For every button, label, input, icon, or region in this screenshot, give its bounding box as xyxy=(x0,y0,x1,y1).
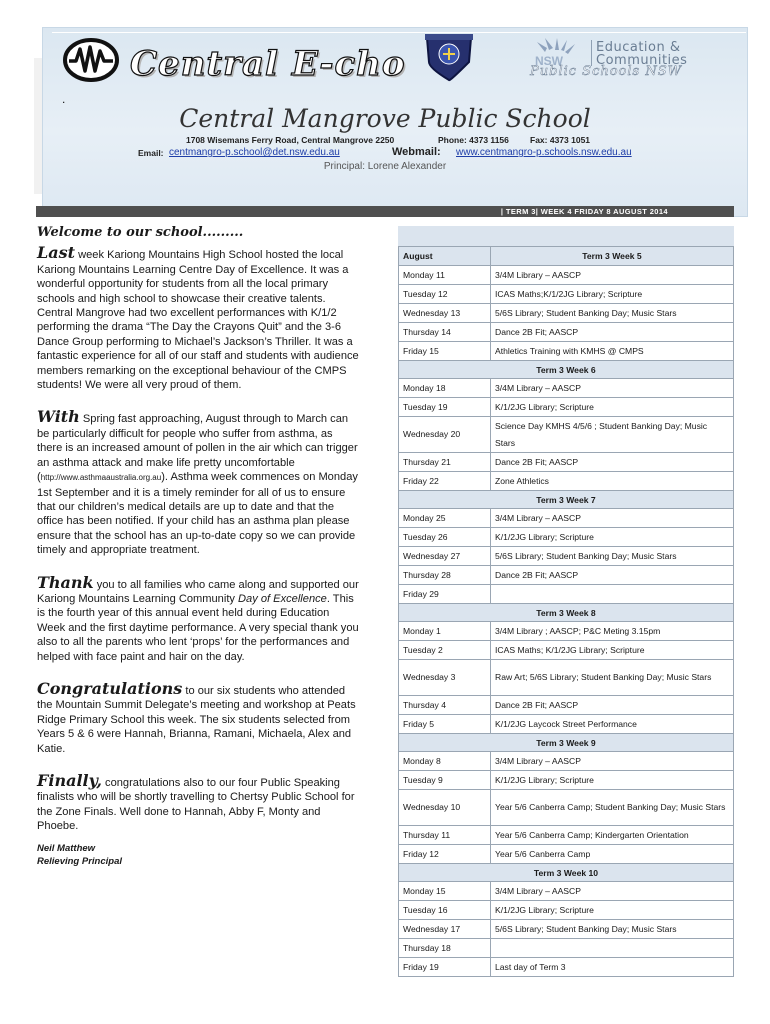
calendar-row xyxy=(399,660,734,696)
calendar-row xyxy=(399,417,734,453)
calendar-event: ICAS Maths; K/1/2JG Library; Scripture xyxy=(491,641,734,660)
calendar-event: Year 5/6 Canberra Camp; Kindergarten Orientation xyxy=(491,826,734,845)
calendar-top-band xyxy=(398,226,734,246)
calendar-week-title: Term 3 Week 9 xyxy=(399,734,734,752)
calendar-event: 5/6S Library; Student Banking Day; Music Stars xyxy=(491,304,734,323)
calendar-row xyxy=(399,453,734,472)
calendar-row xyxy=(399,958,734,977)
calendar-month: August xyxy=(399,247,491,266)
article-asthma xyxy=(37,407,359,557)
email-label: Email: xyxy=(138,148,164,158)
calendar-event xyxy=(491,585,734,604)
calendar-day: Friday 12 xyxy=(399,845,491,864)
calendar-row xyxy=(399,285,734,304)
calendar-row xyxy=(399,771,734,790)
education-line-1: Education & xyxy=(596,40,681,55)
calendar-day: Monday 18 xyxy=(399,379,491,398)
calendar-event: K/1/2JG Library; Scripture xyxy=(491,528,734,547)
calendar-row xyxy=(399,566,734,585)
calendar-day: Tuesday 16 xyxy=(399,901,491,920)
calendar-day: Thursday 28 xyxy=(399,566,491,585)
article-text: to our six students who attended the Mountain Summit Delegate’s meeting and workshop at Peats Ridge Primary School this week. The six students selected from Years 5 & 6 were Hannah, Brianna, Ramani, Michaela, Alex and Katie. xyxy=(37,684,356,755)
calendar-week-title: Term 3 Week 8 xyxy=(399,604,734,622)
newsletter-articles xyxy=(37,226,359,868)
calendar-week-title: Term 3 Week 6 xyxy=(399,361,734,379)
lead-word: Finally, xyxy=(37,771,102,790)
calendar-week-title: Term 3 Week 10 xyxy=(399,864,734,882)
calendar-event: K/1/2JG Library; Scripture xyxy=(491,901,734,920)
calendar-day: Friday 5 xyxy=(399,715,491,734)
article-text: week Kariong Mountains High School hosted the local Kariong Mountains Learning Centre Day of Excellence. It was a wonderful opportunity for students from all the local primary schools and high school to showcase their creative talents. Central Mangrove had two excellent performances with K/1/2 performing the drama “The Day the Crayons Quit” and the 3-6 Dance Group performing to Michael’s Jackson’s Thriller. It was a fantastic experience for all of our staff and students with audience members remarking on the exceptional behaviour of the CMPS students! We were all very proud of them. xyxy=(37,249,359,392)
calendar-row xyxy=(399,585,734,604)
calendar-row xyxy=(399,845,734,864)
calendar-week-title: Term 3 Week 7 xyxy=(399,491,734,509)
calendar-day: Thursday 18 xyxy=(399,939,491,958)
calendar-event: Last day of Term 3 xyxy=(491,958,734,977)
calendar-day: Thursday 11 xyxy=(399,826,491,845)
calendar-row xyxy=(399,266,734,285)
calendar-day: Tuesday 26 xyxy=(399,528,491,547)
calendar-event: K/1/2JG Library; Scripture xyxy=(491,398,734,417)
asthma-link[interactable]: http://www.asthmaaustralia.org.au xyxy=(40,473,162,483)
calendar-row xyxy=(399,715,734,734)
calendar-event xyxy=(491,939,734,958)
calendar-event: 3/4M Library ; AASCP; P&C Meting 3.15pm xyxy=(491,622,734,641)
calendar-week-header xyxy=(399,734,734,752)
calendar-week-header xyxy=(399,247,734,266)
calendar-event: 3/4M Library – AASCP xyxy=(491,379,734,398)
calendar-row xyxy=(399,752,734,771)
calendar-day: Monday 8 xyxy=(399,752,491,771)
webmail-link[interactable]: www.centmangro-p.schools.nsw.edu.au xyxy=(456,147,632,158)
calendar-day: Friday 15 xyxy=(399,342,491,361)
calendar-day: Monday 25 xyxy=(399,509,491,528)
calendar-event: Dance 2B Fit; AASCP xyxy=(491,323,734,342)
email-link[interactable]: centmangro-p.school@det.nsw.edu.au xyxy=(169,147,340,158)
calendar-row xyxy=(399,882,734,901)
svg-text:NSW: NSW xyxy=(535,54,563,68)
article-text: you to all families who came along and supported our Kariong Mountains Learning Community xyxy=(37,578,359,605)
calendar-week-title: Term 3 Week 5 xyxy=(491,247,734,266)
term-bar xyxy=(36,206,734,217)
article-congratulations xyxy=(37,678,359,756)
calendar-row xyxy=(399,641,734,660)
calendar-row xyxy=(399,696,734,715)
calendar-event: K/1/2JG Library; Scripture xyxy=(491,771,734,790)
school-crest-icon xyxy=(421,32,477,82)
calendar-row xyxy=(399,920,734,939)
school-address: 1708 Wisemans Ferry Road, Central Mangrove 2250 xyxy=(186,135,395,145)
calendar-event: 3/4M Library – AASCP xyxy=(491,882,734,901)
calendar-row xyxy=(399,528,734,547)
calendar-row xyxy=(399,342,734,361)
calendar-event: 3/4M Library – AASCP xyxy=(491,266,734,285)
article-text: ). Asthma week commences on Monday 1st September and it is a timely reminder for all of us to ensure that our children’s medical details are up to date and that the office has been notified. If your child has an asthma plan please ensure that the school has an up-to-date copy so we can provide timely and appropriate treatment. xyxy=(37,471,358,557)
calendar-row xyxy=(399,790,734,826)
article-italic: Day of Excellence xyxy=(238,592,327,605)
calendar-day: Monday 1 xyxy=(399,622,491,641)
principal-name: Principal: Lorene Alexander xyxy=(323,161,447,172)
calendar-row xyxy=(399,901,734,920)
calendar-event: 3/4M Library – AASCP xyxy=(491,509,734,528)
calendar-event: Dance 2B Fit; AASCP xyxy=(491,453,734,472)
calendar-row xyxy=(399,939,734,958)
article-day-of-excellence xyxy=(37,243,359,392)
school-phone: Phone: 4373 1156 xyxy=(438,135,509,145)
article-text: congratulations also to our four Public Speaking finalists who will be shortly travelling to Chertsy Public School for the Zone Finals. Well done to Hannah, Abby F, Monty and Phoebe. xyxy=(37,777,355,833)
calendar-row xyxy=(399,622,734,641)
calendar-week-header xyxy=(399,491,734,509)
calendar-week-header xyxy=(399,604,734,622)
calendar-week-header xyxy=(399,864,734,882)
webmail-label: Webmail: xyxy=(392,146,441,158)
signature-name: Neil Matthew xyxy=(37,842,96,854)
calendar-row xyxy=(399,472,734,491)
calendar-event: Zone Athletics xyxy=(491,472,734,491)
calendar-day: Tuesday 9 xyxy=(399,771,491,790)
calendar-day: Friday 22 xyxy=(399,472,491,491)
calendar-day: Friday 29 xyxy=(399,585,491,604)
calendar-day: Monday 11 xyxy=(399,266,491,285)
calendar-event: Athletics Training with KMHS @ CMPS xyxy=(491,342,734,361)
calendar-event: Science Day KMHS 4/5/6 ; Student Banking Day; Music Stars xyxy=(491,417,734,453)
calendar-row xyxy=(399,826,734,845)
calendar-day: Monday 15 xyxy=(399,882,491,901)
calendar-row xyxy=(399,379,734,398)
calendar-day: Wednesday 20 xyxy=(399,417,491,453)
school-name: Central Mangrove Public School xyxy=(179,104,591,133)
calendar-week-header xyxy=(399,361,734,379)
calendar-day: Wednesday 10 xyxy=(399,790,491,826)
lead-word: Congratulations xyxy=(37,678,183,698)
welcome-heading: Welcome to our school......... xyxy=(37,225,244,240)
calendar-event: 3/4M Library – AASCP xyxy=(491,752,734,771)
calendar-event: Dance 2B Fit; AASCP xyxy=(491,696,734,715)
calendar-table xyxy=(398,246,734,977)
calendar-day: Thursday 14 xyxy=(399,323,491,342)
calendar-day: Tuesday 12 xyxy=(399,285,491,304)
calendar-day: Wednesday 27 xyxy=(399,547,491,566)
calendar-event: ICAS Maths;K/1/2JG Library; Scripture xyxy=(491,285,734,304)
calendar-day: Wednesday 3 xyxy=(399,660,491,696)
term-date: | TERM 3| WEEK 4 FRIDAY 8 AUGUST 2014 xyxy=(500,207,668,216)
calendar-day: Wednesday 17 xyxy=(399,920,491,939)
article-public-speaking xyxy=(37,771,359,834)
signature-role: Relieving Principal xyxy=(37,855,122,867)
lead-word: With xyxy=(37,407,80,427)
calendar-row xyxy=(399,509,734,528)
header-dot: . xyxy=(62,92,66,106)
article-text: Spring fast approaching, August through to March can be particularly difficult for people who suffer from asthma, as there is an increased amount of pollen in the air which can trigger an asthma attack and make life pretty uncomfortable ( xyxy=(37,413,358,484)
article-thank-you xyxy=(37,572,359,664)
school-fax: Fax: 4373 1051 xyxy=(530,135,591,145)
calendar-row xyxy=(399,304,734,323)
calendar-event: Year 5/6 Canberra Camp; Student Banking Day; Music Stars xyxy=(491,790,734,826)
calendar-day: Tuesday 2 xyxy=(399,641,491,660)
calendar-row xyxy=(399,323,734,342)
calendar-event: 5/6S Library; Student Banking Day; Music Stars xyxy=(491,547,734,566)
newsletter-title: Central E-cho xyxy=(130,44,406,84)
logo-divider xyxy=(591,40,592,66)
calendar-row xyxy=(399,398,734,417)
public-schools-nsw: Public Schools NSW xyxy=(530,64,682,79)
lead-word: Last xyxy=(37,243,76,263)
calendar-day: Friday 19 xyxy=(399,958,491,977)
calendar-day: Tuesday 19 xyxy=(399,398,491,417)
echo-heartbeat-logo-icon xyxy=(62,37,120,83)
calendar-event: K/1/2JG Laycock Street Performance xyxy=(491,715,734,734)
education-line-2: Communities xyxy=(596,53,688,68)
calendar-event: Raw Art; 5/6S Library; Student Banking Day; Music Stars xyxy=(491,660,734,696)
calendar-event: 5/6S Library; Student Banking Day; Music Stars xyxy=(491,920,734,939)
calendar-day: Thursday 21 xyxy=(399,453,491,472)
calendar-day: Thursday 4 xyxy=(399,696,491,715)
article-text: . This is the fourth year of this annual event held during Education Week and the first daytime performance. A very special thank you also to all the parents who lent ‘props’ for the performances and helped with face paint and hair on the day. xyxy=(37,592,359,663)
calendar-event: Dance 2B Fit; AASCP xyxy=(491,566,734,585)
calendar-row xyxy=(399,547,734,566)
calendar-day: Wednesday 13 xyxy=(399,304,491,323)
calendar-event: Year 5/6 Canberra Camp xyxy=(491,845,734,864)
lead-word: Thank xyxy=(37,572,94,592)
